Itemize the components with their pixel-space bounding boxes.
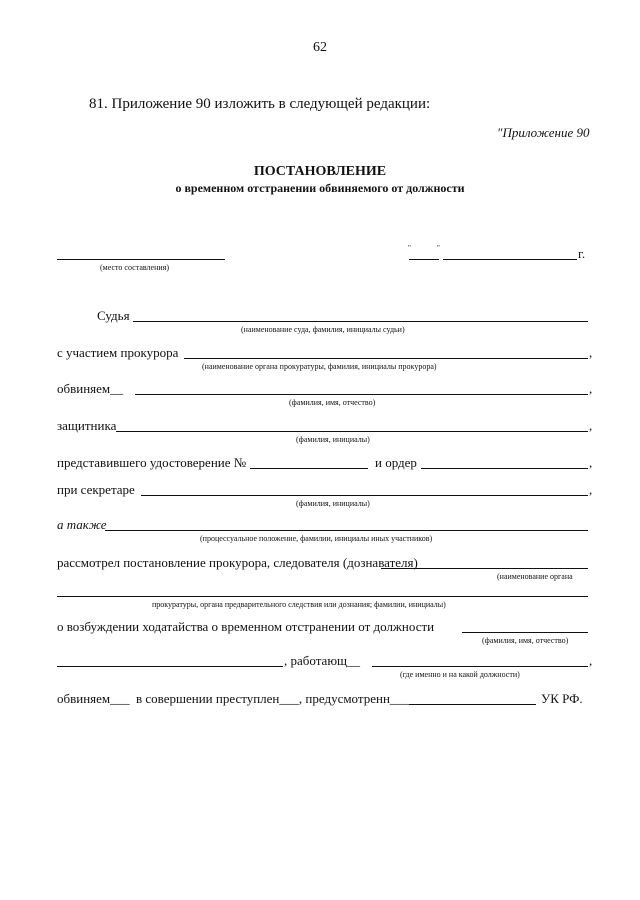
defender-caption: (фамилия, инициалы): [296, 435, 370, 444]
document-title: ПОСТАНОВЛЕНИЕ: [253, 164, 387, 179]
petition-label: о возбуждении ходатайства о временном отстранении от должности: [57, 619, 435, 634]
final-accused: обвиняем___: [57, 691, 130, 706]
secretary-comma: ,: [589, 482, 593, 497]
working-name-line: [57, 666, 283, 667]
working-label: , работающ__: [284, 653, 361, 668]
reviewed-line-1: [381, 568, 588, 569]
secretary-caption: (фамилия, инициалы): [296, 499, 370, 508]
amendment-instruction: 81. Приложение 90 изложить в следующей редакции:: [89, 96, 431, 112]
year-suffix: г.: [578, 246, 586, 261]
working-comma: ,: [589, 653, 593, 668]
document-subtitle: о временном отстранении обвиняемого от должности: [175, 181, 465, 195]
defender-label: защитника: [57, 418, 117, 433]
appendix-label: "Приложение 90: [497, 125, 590, 140]
date-quote-close: ": [437, 244, 440, 252]
judge-label: Судья: [97, 308, 130, 323]
date-day-line: [409, 259, 439, 260]
prosecutor-comma: ,: [589, 345, 593, 360]
secretary-label: при секретаре: [57, 482, 135, 497]
prosecutor-label: с участием прокурора: [57, 345, 179, 360]
date-month-line: [443, 259, 577, 260]
defender-comma: ,: [589, 418, 593, 433]
final-crime: в совершении преступлен___, предусмотренн___: [136, 691, 410, 706]
prosecutor-caption: (наименование органа прокуратуры, фамилия, инициалы прокурора): [202, 362, 437, 371]
reviewed-line-2: [57, 596, 588, 597]
reviewed-caption-1: (наименование органа: [497, 572, 573, 581]
place-caption: (место составления): [100, 263, 169, 272]
final-article-line: [409, 704, 536, 705]
working-caption: (где именно и на какой должности): [400, 670, 520, 679]
page-number: 62: [313, 40, 327, 55]
judge-caption: (наименование суда, фамилия, инициалы судьи): [241, 325, 405, 334]
date-quote-open: ": [408, 244, 411, 252]
place-line: [57, 259, 225, 260]
certificate-label: представившего удостоверение №: [57, 455, 247, 470]
reviewed-caption-2: прокуратуры, органа предварительного следствия или дознания; фамилии, инициалы): [152, 600, 446, 609]
accused-line: [135, 394, 588, 395]
order-comma: ,: [589, 455, 593, 470]
accused-comma: ,: [589, 381, 593, 396]
accused-caption: (фамилия, имя, отчество): [289, 398, 376, 407]
prosecutor-line: [184, 358, 588, 359]
final-code: УК РФ.: [541, 691, 583, 706]
also-label: а также: [57, 517, 107, 532]
defender-line: [116, 431, 588, 432]
also-line: [105, 530, 588, 531]
judge-line: [133, 321, 588, 322]
reviewed-label: рассмотрел постановление прокурора, следователя (дознавателя): [57, 555, 418, 570]
order-label: и ордер: [375, 455, 417, 470]
also-caption: (процессуальное положение, фамилии, инициалы иных участников): [200, 534, 433, 543]
petition-line: [462, 632, 588, 633]
petition-caption: (фамилия, имя, отчество): [482, 636, 569, 645]
certificate-line: [250, 468, 368, 469]
order-line: [421, 468, 588, 469]
working-place-line: [372, 666, 588, 667]
accused-label: обвиняем__: [57, 381, 124, 396]
secretary-line: [141, 495, 588, 496]
